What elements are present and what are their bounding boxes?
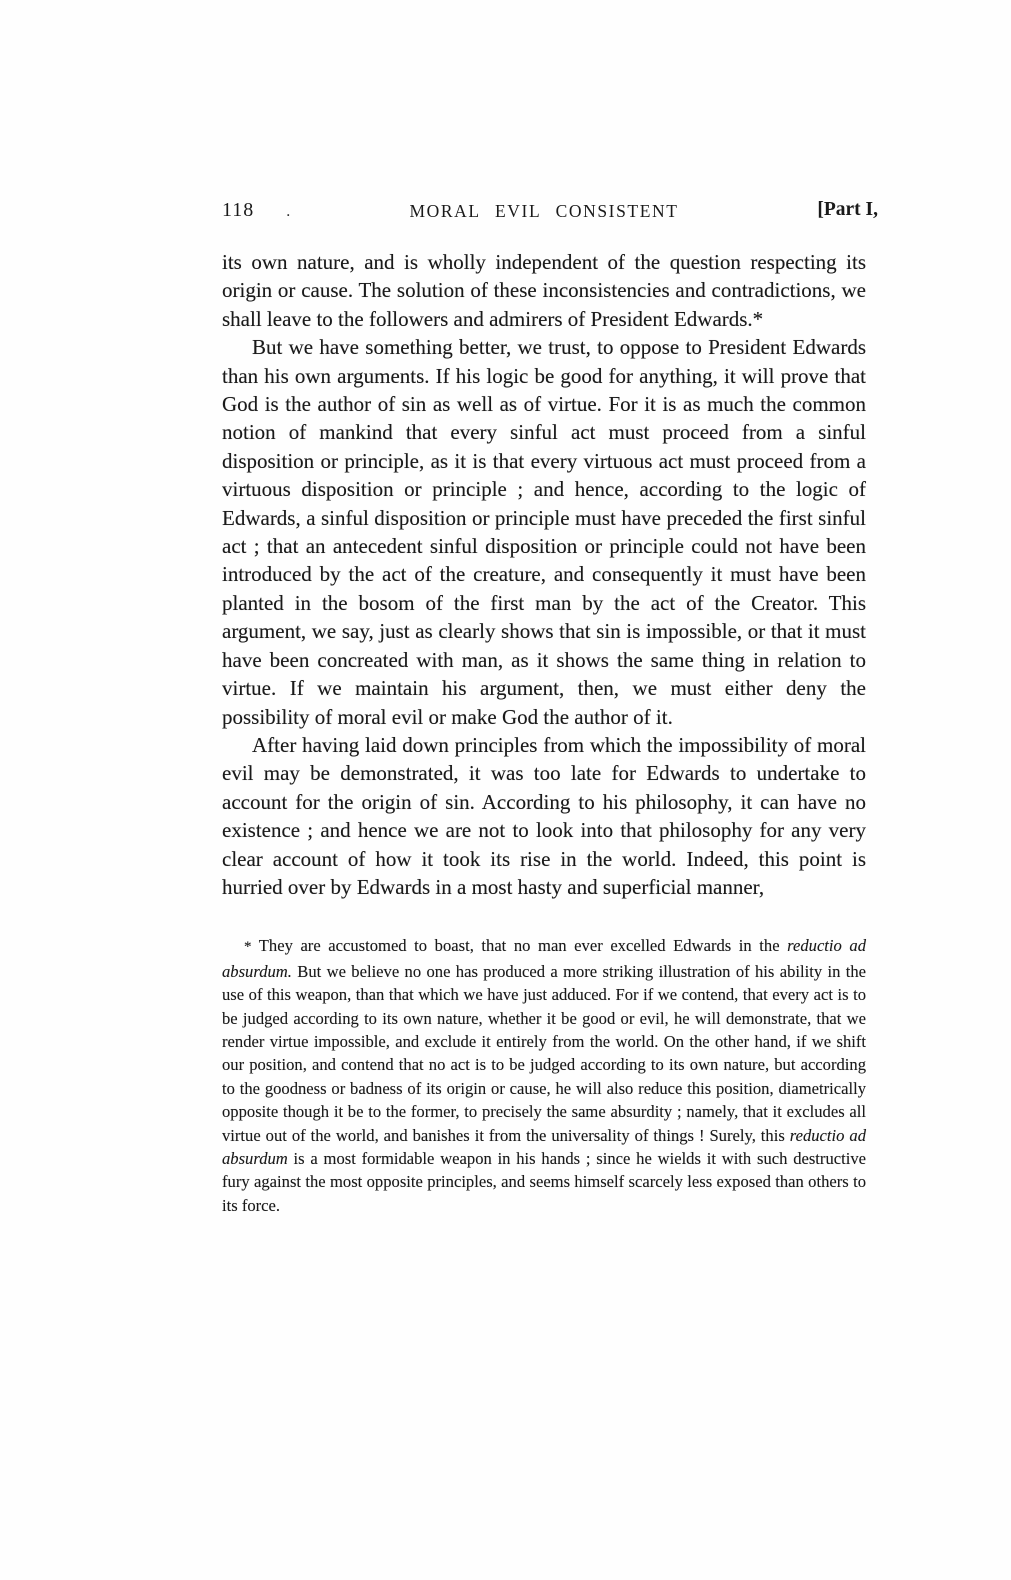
header-left-group <box>222 198 290 224</box>
part-label: [Part I, <box>817 199 878 220</box>
chapter-title: MORAL EVIL CONSISTENT <box>409 201 679 221</box>
page-number: 118 <box>222 199 255 221</box>
paragraph-continuation: its own nature, and is wholly independent of the question respecting its origin or cause. The solution of these inconsistencies and contradictions, we shall leave to the followers and admirers of President Edwards.* <box>222 250 866 331</box>
footnote-marker: * <box>244 939 252 956</box>
paragraph: But we have something better, we trust, to oppose to President Edwards than his own arguments. If his logic be good for anything, it will prove that God is the author of sin as well as of virtue. For it is as much the common notion of mankind that every sinful act must proceed from a sinful disposition or principle, as it is that every virtuous act must proceed from a virtuous disposition or principle ; and hence, according to the logic of Edwards, a sinful disposition or principle must have preceded the first sinful act ; that an antecedent sinful disposition or principle could not have been introduced by the act of the creature, and consequently it must have been planted in the bosom of the first man by the act of the Creator. This argument, we say, just as clearly shows that sin is impossible, or that it must have been concreated with man, as it shows the same thing in relation to virtue. If we maintain his argument, then, we must either deny the possibility of moral evil or make God the author of it. <box>222 335 866 729</box>
footnote-italic-phrase: reductio ad absurdum <box>222 1125 866 1168</box>
running-header <box>222 198 878 222</box>
footnote-text-segment: They are accustomed to boast, that no man ever excelled Edwards in the <box>251 936 788 956</box>
footnote <box>222 934 866 1217</box>
text-column <box>222 198 878 1234</box>
paragraph: After having laid down principles from which the impossibility of moral evil may be demonstrated, it was too late for Edwards to undertake to account for the origin of sin. According to his philosophy, it can have no existence ; and hence we are not to look into that philosophy for any very clear account of how it took its rise in the world. Indeed, this point is hurried over by Edwards in a most hasty and superficial manner, <box>222 732 866 899</box>
footnote-italic-phrase: reductio ad absurdum. <box>222 936 866 981</box>
footnote-text-segment: But we believe no one has produced a more striking illustration of his ability in the use of this weapon, than that which we have just adduced. For if we contend, that every act is to be judged according to its own nature, whether it be good or evil, he will demonstrate, that we render virtue impossible, and exclude it entirely from the world. On the other hand, if we shift our position, and contend that no act is to be judged according to its own nature, but according to the goodness or badness of its origin or cause, he will also reduce this position, diametrically opposite though it be to the former, to precisely the same absurdity ; namely, that it excludes all virtue out of the world, and banishes it from the universality of things ! Surely, this <box>222 961 866 1145</box>
footnote-text-segment: is a most formidable weapon in his hands ; since he wields it with such destructive fury against the most opposite principles, and seems himself scarcely less exposed than others to its force. <box>222 1149 866 1215</box>
body-text <box>222 248 866 901</box>
scan-speckle: . <box>286 203 291 220</box>
